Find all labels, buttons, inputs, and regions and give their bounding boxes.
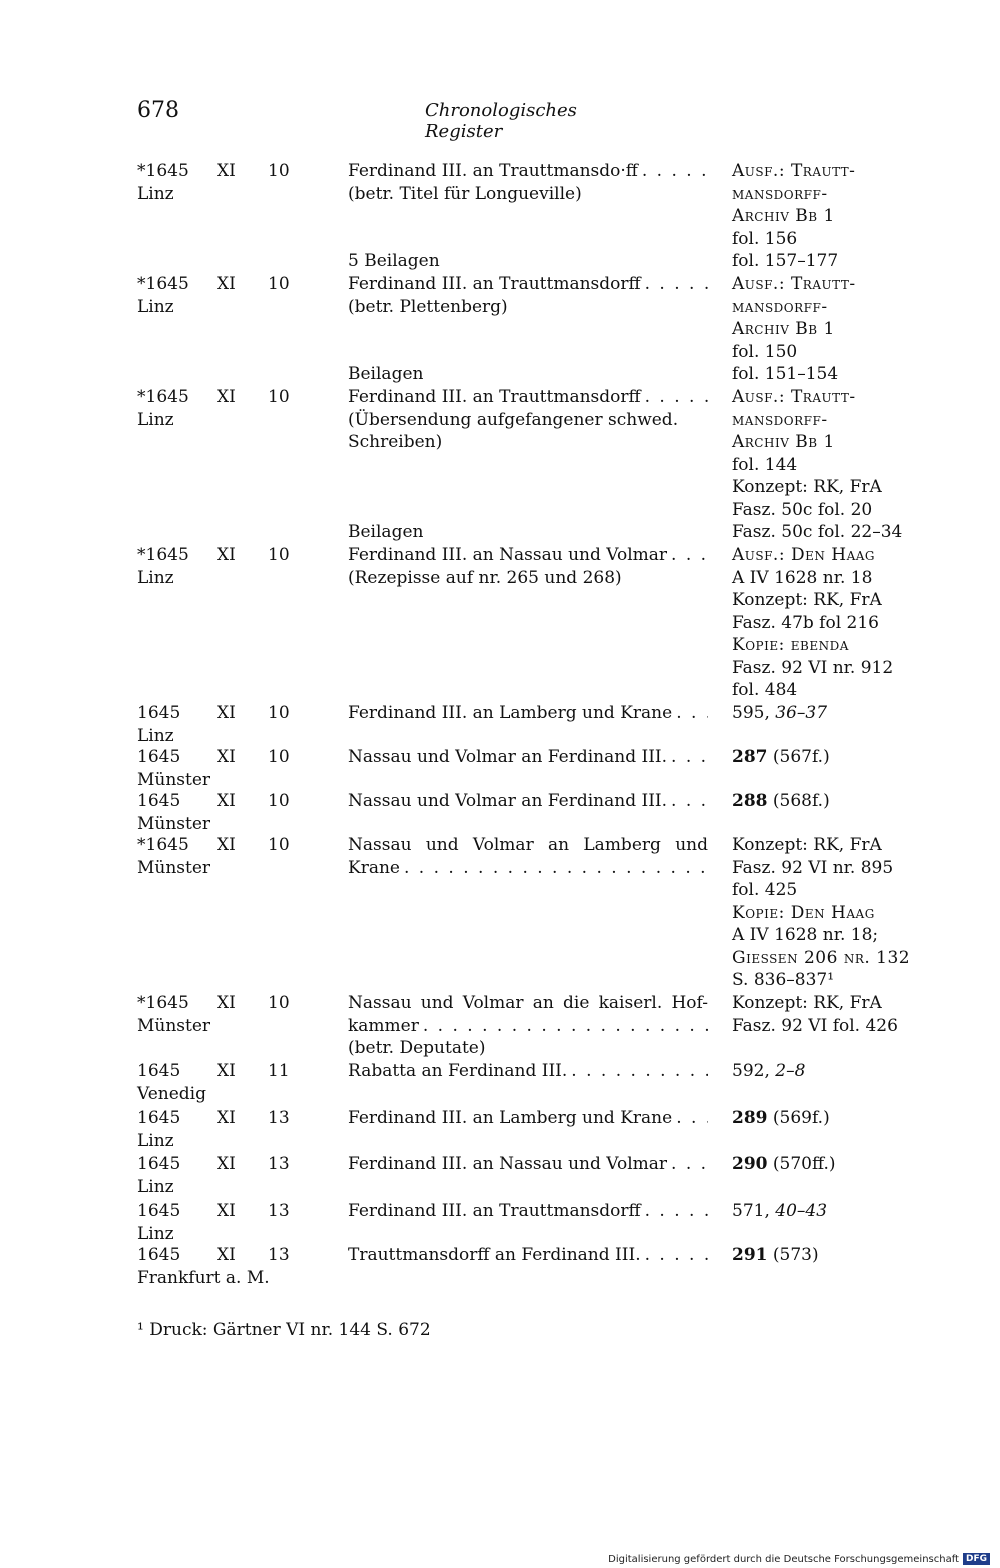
- entry-source: [732, 544, 932, 702]
- page-reference: 2–8: [775, 1061, 806, 1081]
- source-line: Ausf.: Trautt-: [732, 387, 856, 407]
- description-line: (Übersendung aufgefangener schwed.: [348, 409, 679, 430]
- dot-leader: [667, 746, 708, 769]
- source-line: fol. 484: [732, 680, 798, 700]
- entry-day: [268, 160, 308, 183]
- entry-place: Münster: [137, 813, 211, 834]
- entry-year: *1645: [137, 993, 189, 1013]
- description-text: Ferdinand III. an Trauttmansdorff: [348, 274, 641, 294]
- entry-month: [217, 746, 257, 769]
- entry-year: *1645: [137, 161, 189, 181]
- document-number: 571,: [732, 1201, 770, 1221]
- entry-day-value: 10: [268, 791, 290, 811]
- entry-month-value: XI: [217, 993, 236, 1013]
- description-word: Volmar: [462, 993, 524, 1013]
- description-line: [348, 476, 708, 499]
- footnote-marker: ¹: [137, 1320, 144, 1340]
- source-line: S. 836–837¹: [732, 970, 835, 990]
- description-leader-line: [348, 1015, 708, 1038]
- entry-month-value: XI: [217, 747, 236, 767]
- description-leader-line: [348, 160, 708, 183]
- entry-source: [732, 1244, 932, 1267]
- dot-leader: [667, 790, 708, 813]
- source-line: mansdorff-: [732, 409, 828, 430]
- entry-description: [348, 160, 708, 273]
- entry-description: [348, 544, 708, 589]
- entry-source: [732, 702, 932, 725]
- entry-day-value: 13: [268, 1108, 290, 1128]
- entry-year: *1645: [137, 387, 189, 407]
- entry-description: [348, 1244, 708, 1267]
- entry-date-place: [137, 702, 207, 747]
- description-text: Rabatta an Ferdinand III.: [348, 1061, 568, 1081]
- description-text: Nassau und Volmar an Ferdinand III.: [348, 791, 668, 811]
- dot-leader: [641, 273, 708, 296]
- entry-day: [268, 992, 308, 1015]
- dfg-logo: DFG: [963, 1553, 990, 1565]
- entry-month-value: XI: [217, 1201, 236, 1221]
- entry-place: Linz: [137, 567, 174, 588]
- entry-day: [268, 790, 308, 813]
- source-line: Kopie: ebenda: [732, 635, 849, 655]
- source-line: fol. 156: [732, 228, 798, 249]
- footnote: [137, 1320, 431, 1340]
- dot-leader: [672, 702, 708, 725]
- entry-description: [348, 746, 708, 769]
- source-line: Konzept: RK, FrA: [732, 835, 882, 855]
- entry-day-value: 10: [268, 703, 290, 723]
- source-line: Fasz. 92 VI nr. 912: [732, 657, 894, 678]
- entry-description: [348, 386, 708, 544]
- entry-source: [732, 1200, 932, 1223]
- description-line: Beilagen: [348, 522, 424, 542]
- entry-day-value: 10: [268, 274, 290, 294]
- entry-place: Linz: [137, 296, 174, 317]
- entry-day-value: 10: [268, 545, 290, 565]
- description-text: Nassau und Volmar an Ferdinand III.: [348, 747, 668, 767]
- description-line: [348, 454, 708, 477]
- entry-place: Venedig: [137, 1083, 206, 1104]
- entry-place: Münster: [137, 769, 211, 790]
- entry-place: Linz: [137, 725, 174, 746]
- dot-leader: [667, 1153, 708, 1176]
- source-line: Ausf.: Trautт-: [732, 161, 856, 181]
- page-reference: (570ff.): [772, 1154, 836, 1174]
- entry-day-value: 10: [268, 747, 290, 767]
- entry-place: Linz: [137, 1176, 174, 1197]
- entry-source: [732, 160, 932, 273]
- source-line: Fasz. 50c fol. 22–34: [732, 522, 903, 542]
- document-number: 288: [732, 791, 768, 811]
- entry-month: [217, 992, 257, 1015]
- description-text: Ferdinand III. an Nassau und Volmar: [348, 1154, 668, 1174]
- description-line: (betr. Deputate): [348, 1038, 486, 1058]
- entry-year: 1645: [137, 791, 181, 811]
- description-justified-line: [348, 834, 708, 857]
- entry-month-value: XI: [217, 1154, 236, 1174]
- entry-day-value: 10: [268, 161, 290, 181]
- entry-month: [217, 702, 257, 725]
- description-word: die: [563, 993, 590, 1013]
- dot-leader: [419, 1015, 708, 1038]
- source-line: Konzept: RK, FrA: [732, 993, 882, 1013]
- entry-source: [732, 1153, 932, 1176]
- entry-description: [348, 834, 708, 879]
- entry-month-value: XI: [217, 274, 236, 294]
- entry-place: Frankfurt a. M.: [137, 1267, 270, 1288]
- description-word: kaiserl.: [598, 993, 663, 1013]
- entry-day-value: 13: [268, 1201, 290, 1221]
- entry-year: *1645: [137, 274, 189, 294]
- source-line: A IV 1628 nr. 18: [732, 567, 873, 588]
- description-leader-line: [348, 1107, 708, 1130]
- source-reference: [732, 1244, 932, 1267]
- description-line: (betr. Titel für Longueville): [348, 183, 582, 204]
- entry-year: *1645: [137, 545, 189, 565]
- entry-year: 1645: [137, 1061, 181, 1081]
- description-line: (Rezepisse auf nr. 265 und 268): [348, 567, 622, 588]
- description-word: Volmar: [472, 835, 534, 855]
- description-line: [348, 205, 708, 228]
- entry-month: [217, 544, 257, 567]
- source-line: A IV 1628 nr. 18;: [732, 925, 879, 945]
- entry-date-place: [137, 1153, 207, 1198]
- document-number: 592,: [732, 1061, 770, 1081]
- entry-day: [268, 746, 308, 769]
- entry-description: [348, 992, 708, 1060]
- entry-place: Münster: [137, 857, 211, 878]
- source-line: Ausf.: Den Haag: [732, 545, 876, 565]
- entry-month-value: XI: [217, 1108, 236, 1128]
- source-line: Archiv Bb 1: [732, 319, 835, 339]
- entry-date-place: [137, 273, 207, 318]
- entry-month-value: XI: [217, 1245, 236, 1265]
- entry-month-value: XI: [217, 545, 236, 565]
- source-line: Fasz. 92 VI fol. 426: [732, 1015, 898, 1036]
- document-number: 291: [732, 1245, 768, 1265]
- dot-leader: [641, 1200, 708, 1223]
- running-title: Chronologisches Register: [425, 100, 577, 142]
- entry-year: 1645: [137, 1108, 181, 1128]
- description-word: Nassau: [348, 835, 412, 855]
- description-justified-line: [348, 992, 708, 1015]
- page-reference: (573): [772, 1245, 819, 1265]
- entry-description: [348, 1060, 708, 1083]
- entry-source: [732, 386, 932, 544]
- entry-day-value: 13: [268, 1154, 290, 1174]
- description-leader-line: [348, 746, 708, 769]
- description-leader-line: [348, 1060, 708, 1083]
- entry-month-value: XI: [217, 387, 236, 407]
- description-word: und: [425, 835, 459, 855]
- entry-month: [217, 386, 257, 409]
- entry-source: [732, 746, 932, 769]
- entry-month-value: XI: [217, 1061, 236, 1081]
- entry-date-place: [137, 1200, 207, 1245]
- entry-description: [348, 1153, 708, 1176]
- entry-month-value: XI: [217, 161, 236, 181]
- entry-month-value: XI: [217, 835, 236, 855]
- description-word: Nassau: [348, 993, 412, 1013]
- entry-source: [732, 834, 932, 992]
- entry-month: [217, 1200, 257, 1223]
- entry-date-place: [137, 1060, 207, 1105]
- entry-date-place: [137, 992, 211, 1037]
- entry-description: [348, 1107, 708, 1130]
- description-text: Ferdinand III. an Trauttmansdorff: [348, 387, 641, 407]
- source-line: fol. 151–154: [732, 364, 839, 384]
- source-line: Fasz. 92 VI nr. 895: [732, 857, 894, 878]
- entry-day: [268, 1107, 308, 1130]
- description-text: Ferdinand III. an Lamberg und Krane: [348, 1108, 673, 1128]
- description-text: Trauttmansdorff an Ferdinand III.: [348, 1245, 641, 1265]
- document-number: 287: [732, 747, 768, 767]
- description-leader-line: [348, 702, 708, 725]
- entry-source: [732, 992, 932, 1037]
- page-number: 678: [137, 98, 179, 123]
- source-line: Fasz. 47b fol 216: [732, 612, 879, 633]
- description-leader-line: [348, 544, 708, 567]
- description-leader-line: [348, 1153, 708, 1176]
- entry-date-place: [137, 544, 207, 589]
- description-word: Hof-: [671, 993, 708, 1013]
- entry-day: [268, 1153, 308, 1176]
- description-line: [348, 499, 708, 522]
- entry-month: [217, 1107, 257, 1130]
- source-line: fol. 425: [732, 880, 798, 900]
- entry-source: [732, 1107, 932, 1130]
- description-leader-line: [348, 790, 708, 813]
- description-word: und: [420, 993, 454, 1013]
- entry-source: [732, 1060, 932, 1083]
- entry-day: [268, 386, 308, 409]
- description-word: und: [675, 835, 708, 855]
- footnote-text: Druck: Gärtner VI nr. 144 S. 672: [149, 1320, 431, 1340]
- description-text: Ferdinand III. an Lamberg und Krane: [348, 703, 673, 723]
- description-text: Ferdinand III. an Trauttmansdorff: [348, 1201, 641, 1221]
- entry-month: [217, 790, 257, 813]
- entry-year: 1645: [137, 1154, 181, 1174]
- entry-date-place: [137, 160, 207, 205]
- page-reference: 36–37: [775, 703, 828, 723]
- entry-place: Linz: [137, 183, 174, 204]
- source-line: Konzept: RK, FrA: [732, 590, 882, 610]
- source-line: Fasz. 50c fol. 20: [732, 499, 873, 520]
- dot-leader: [641, 1244, 708, 1267]
- description-line: Beilagen: [348, 364, 424, 384]
- source-line: fol. 157–177: [732, 251, 839, 271]
- entry-year: 1645: [137, 1245, 181, 1265]
- page-reference: 40–43: [775, 1201, 828, 1221]
- digitization-credit-text: Digitalisierung gefördert durch die Deutsche Forschungsgemeinschaft: [608, 1553, 959, 1565]
- entry-day-value: 10: [268, 387, 290, 407]
- description-leader-line: [348, 386, 708, 409]
- entry-day-value: 13: [268, 1245, 290, 1265]
- description-word: an: [548, 835, 570, 855]
- description-line: [348, 341, 708, 364]
- description-word: Lamberg: [583, 835, 661, 855]
- entry-day: [268, 273, 308, 296]
- source-line: Archiv Bb 1: [732, 206, 835, 226]
- source-line: mansdorff-: [732, 183, 828, 204]
- dot-leader: [672, 1107, 708, 1130]
- entry-month: [217, 160, 257, 183]
- source-line: fol. 150: [732, 341, 798, 362]
- source-reference: [732, 1153, 932, 1176]
- entry-month: [217, 1060, 257, 1083]
- document-number: 290: [732, 1154, 768, 1174]
- source-line: Archiv Bb 1: [732, 432, 835, 452]
- page-reference: (567f.): [772, 747, 830, 767]
- entry-day: [268, 834, 308, 857]
- entry-day: [268, 702, 308, 725]
- entry-year: 1645: [137, 1201, 181, 1221]
- description-text: Ferdinand III. an Nassau und Volmar: [348, 545, 668, 565]
- page-reference: (569f.): [772, 1108, 830, 1128]
- source-reference: [732, 1107, 932, 1130]
- description-leader-line: [348, 1200, 708, 1223]
- entry-month-value: XI: [217, 791, 236, 811]
- source-reference: [732, 702, 932, 725]
- description-text: Ferdinand III. an Trauttmansdo·ff: [348, 161, 638, 181]
- dot-leader: [567, 1060, 708, 1083]
- entry-place: Linz: [137, 1130, 174, 1151]
- description-line: [348, 228, 708, 251]
- description-leader-line: [348, 1244, 708, 1267]
- description-line: 5 Beilagen: [348, 251, 440, 271]
- source-reference: [732, 746, 932, 769]
- entry-year: *1645: [137, 835, 189, 855]
- document-number: 289: [732, 1108, 768, 1128]
- source-line: fol. 144: [732, 454, 798, 475]
- source-line: Ausf.: Trautt-: [732, 274, 856, 294]
- entry-description: [348, 1200, 708, 1223]
- page-reference: (568f.): [772, 791, 830, 811]
- entry-day-value: 11: [268, 1061, 290, 1081]
- entry-source: [732, 790, 932, 813]
- entry-date-place: [137, 834, 211, 879]
- description-text: Krane: [348, 857, 400, 878]
- source-reference: [732, 1060, 932, 1083]
- entry-description: [348, 273, 708, 386]
- description-leader-line: [348, 857, 708, 880]
- source-line: Konzept: RK, FrA: [732, 477, 882, 497]
- entry-date-place: [137, 386, 207, 431]
- entry-day: [268, 1200, 308, 1223]
- entry-year: 1645: [137, 703, 181, 723]
- dot-leader: [667, 544, 708, 567]
- dot-leader: [641, 386, 708, 409]
- entry-date-place: [137, 790, 211, 835]
- entry-source: [732, 273, 932, 386]
- digitization-credit: [608, 1553, 990, 1565]
- description-text: kammer: [348, 1015, 419, 1036]
- entry-month: [217, 1244, 257, 1267]
- entry-day: [268, 1060, 308, 1083]
- entry-date-place: [137, 1107, 207, 1152]
- dot-leader: [638, 160, 708, 183]
- description-word: an: [532, 993, 554, 1013]
- source-reference: [732, 1200, 932, 1223]
- description-leader-line: [348, 273, 708, 296]
- entry-month: [217, 834, 257, 857]
- entry-month: [217, 273, 257, 296]
- page-header: [137, 98, 617, 142]
- entry-description: [348, 790, 708, 813]
- source-line: Kopie: Den Haag: [732, 902, 875, 923]
- entry-year: 1645: [137, 747, 181, 767]
- entry-month: [217, 1153, 257, 1176]
- entry-day-value: 10: [268, 835, 290, 855]
- description-line: [348, 318, 708, 341]
- source-reference: [732, 790, 932, 813]
- source-line: Giessen 206 nr. 132: [732, 947, 911, 968]
- entry-place: Münster: [137, 1015, 211, 1036]
- document-number: 595,: [732, 703, 770, 723]
- source-line: mansdorff-: [732, 296, 828, 317]
- dot-leader: [400, 857, 708, 880]
- entry-day: [268, 1244, 308, 1267]
- entry-day-value: 10: [268, 993, 290, 1013]
- entry-place: Linz: [137, 1223, 174, 1244]
- entry-place: Linz: [137, 409, 174, 430]
- entry-day: [268, 544, 308, 567]
- entry-description: [348, 702, 708, 725]
- description-line: (betr. Plettenberg): [348, 296, 508, 317]
- description-line: Schreiben): [348, 432, 443, 452]
- entry-date-place: [137, 746, 211, 791]
- entry-month-value: XI: [217, 703, 236, 723]
